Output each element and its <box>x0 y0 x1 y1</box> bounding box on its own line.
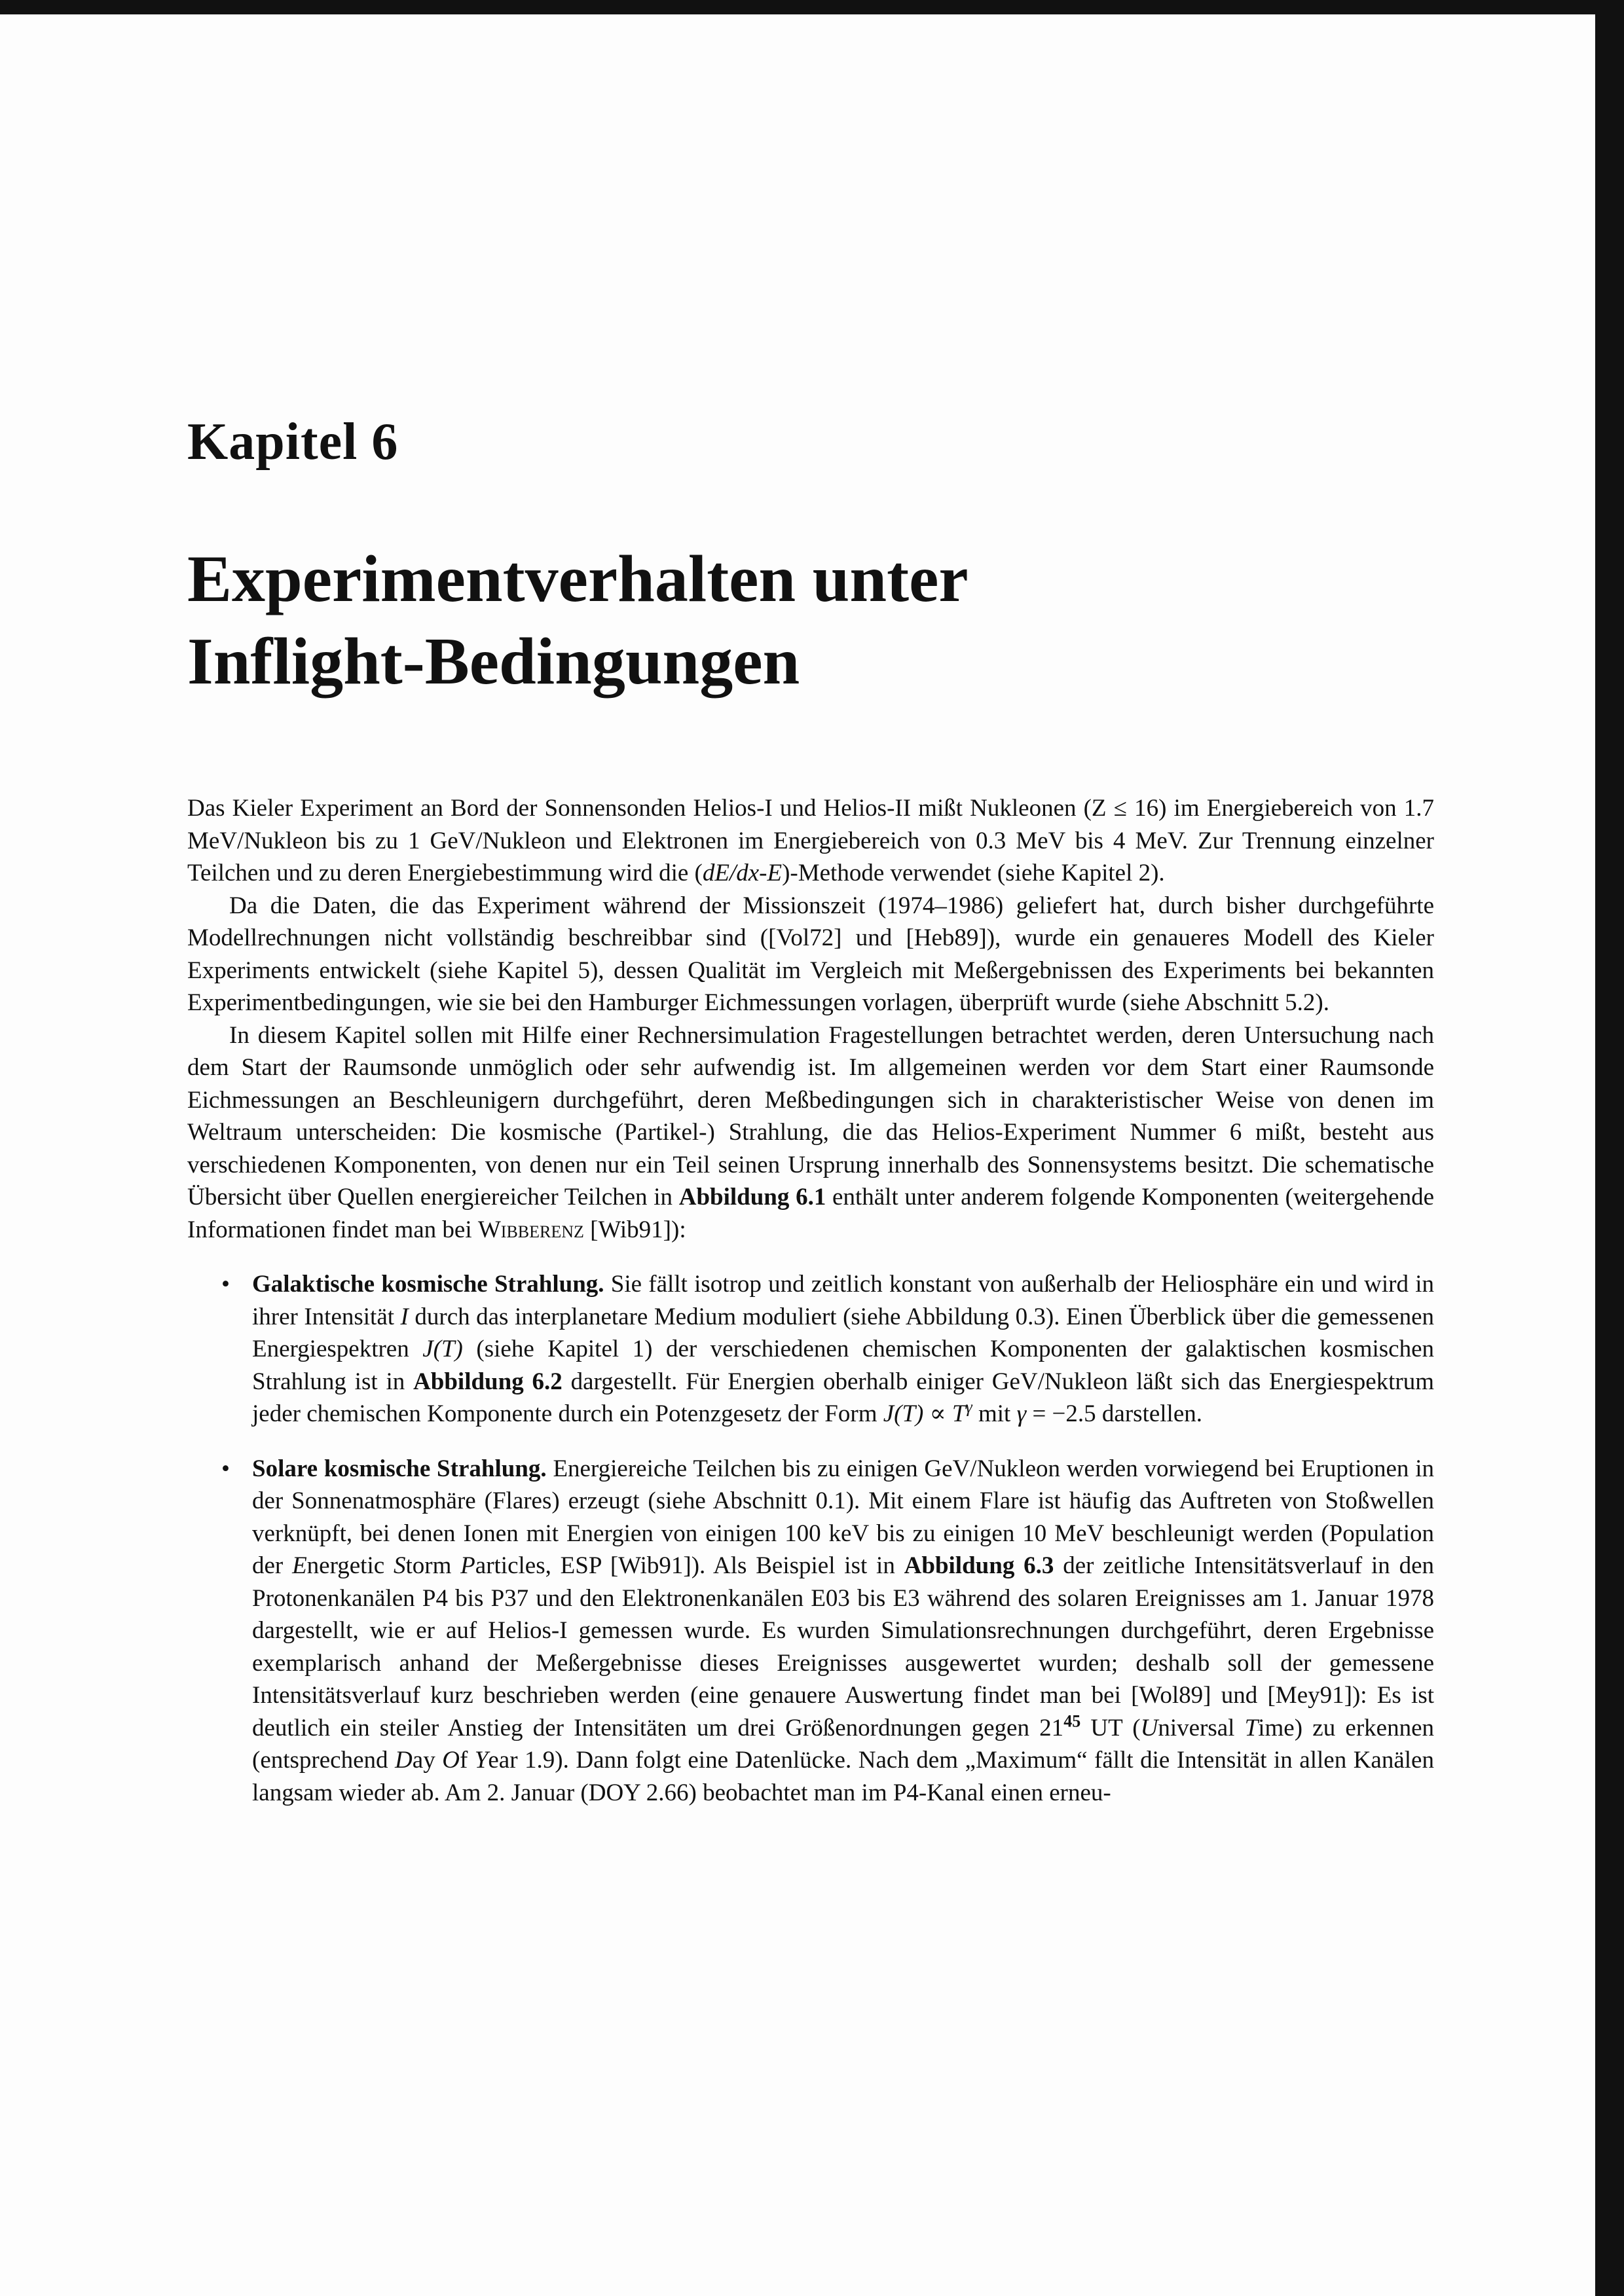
body-text <box>187 792 1434 1831</box>
text-run: Abbildung 6.2 <box>413 1368 563 1395</box>
scan-border-right <box>1595 0 1624 2296</box>
text-run: der zeitliche Intensitätsverlauf in den Protonenkanälen P4 bis P37 und den Elektronenkanälen E03 bis E3 während des solaren Ereignisses am 1. Januar 1978 dargestellt, wie er auf Helios-I gemessen wurde. Es wurden Simulationsrechnungen durchgeführt, deren Ergebnisse exemplarisch anhand der Meßergebnisse dieses Ereignisses ausgewertet wurden; deshalb soll der gemessene Intensitätsverlauf kurz beschrieben werden (eine genauere Auswertung findet man bei [Wol89] und [Mey91]): Es ist deutlich ein steiler Anstieg der Intensitäten um drei Größenordnungen gegen 21 <box>252 1552 1435 1741</box>
paragraphs <box>187 792 1434 1246</box>
scan-border-top <box>0 0 1624 14</box>
text-run: mit <box>972 1400 1017 1427</box>
bullet-item <box>187 1268 1434 1430</box>
text-run: niversal <box>1158 1714 1245 1741</box>
bullet-list <box>187 1268 1434 1809</box>
text-run: T <box>1244 1714 1259 1741</box>
chapter-title <box>187 538 1431 703</box>
text-run: [Wib91]): <box>583 1216 686 1243</box>
text-run: dargestellt. Für Energien oberhalb einiger GeV/Nukleon läßt sich das Energiespektrum jeder chemischen Komponente durch ein Potenzgesetz der Form <box>252 1368 1435 1427</box>
text-run: E <box>292 1552 307 1579</box>
text-run: S <box>393 1552 406 1579</box>
text-run: Abbildung 6.1 <box>678 1184 826 1211</box>
text-run: D <box>395 1747 413 1774</box>
text-run: UT ( <box>1080 1714 1141 1741</box>
text-run: Abbildung 6.3 <box>904 1552 1054 1579</box>
text-run: Da die Daten, die das Experiment während der Missionszeit (1974–1986) geliefert hat, durch bisher durchgeführte Modellrechnungen nicht vollständig beschreibbar sind ([Vol72] und [Heb89]), wurde ein genaueres Modell des Kieler Experiments entwickelt (siehe Kapitel 5), dessen Qualität im Vergleich mit Meßergebnissen des Experiments bei bekannten Experimentbedingungen, wie sie bei den Hamburger Eichmessungen vorlagen, überprüft wurde (siehe Abschnitt 5.2). <box>187 892 1434 1016</box>
text-run: torm <box>405 1552 461 1579</box>
text-run: durch das interplanetare Medium moduliert (siehe Abbildung 0.3). Einen Überblick über die gemessenen Energiespektren <box>252 1303 1434 1362</box>
text-run: U <box>1140 1714 1158 1741</box>
text-run: nergetic <box>306 1552 394 1579</box>
bullet-item <box>187 1453 1434 1810</box>
text-run: I <box>400 1303 409 1330</box>
text-run: Y <box>474 1747 489 1774</box>
text-run: J(T) ∝ T <box>883 1400 966 1427</box>
text-run: In diesem Kapitel sollen mit Hilfe einer Rechnersimulation Fragestellungen betrachtet werden, deren Untersuchung nach dem Start der Raumsonde unmöglich oder sehr aufwendig ist. Im allgemeinen werden vor dem Start einer Raumsonde Eichmessungen an Beschleunigern durchgeführt, deren Meßbedingungen sich in charakteristischer Weise von denen im Weltraum unterscheiden: Die kosmische (Partikel-) Strahlung, die das Helios-Experiment Nummer 6 mißt, besteht aus verschiedenen Komponenten, von denen nur ein Teil seinen Ursprung innerhalb des Sonnensystems besitzt. Die schematische Übersicht über Quellen energiereicher Teilchen in <box>187 1021 1434 1211</box>
text-run: dE/dx-E <box>702 860 783 886</box>
paragraph <box>187 890 1434 1019</box>
text-run: 45 <box>1063 1711 1081 1731</box>
text-run: Energiereiche Teilchen bis zu einigen GeV/Nukleon werden vorwiegend bei Eruptionen in der Sonnenatmosphäre (Flares) erzeugt (siehe Abschnitt 0.1). Mit einem Flare ist häufig das Auftreten von Stoßwellen verknüpft, bei denen Ionen mit Energien von einigen 100 keV bis zu einigen 10 MeV beschleunigt werden (Population der <box>252 1455 1434 1579</box>
chapter-label: Kapitel 6 <box>187 413 399 471</box>
text-run: Galaktische kosmische Strahlung. <box>252 1271 604 1298</box>
text-run: Solare kosmische Strahlung. <box>252 1455 547 1482</box>
text-run: = −2.5 darstellen. <box>1026 1400 1202 1427</box>
text-run: enthält unter anderem folgende Komponenten (weitergehende Informationen findet man bei <box>187 1184 1435 1243</box>
page <box>0 14 1595 2296</box>
chapter-title-line-2: Inflight-Bedingungen <box>187 625 800 699</box>
chapter-title-line-1: Experimentverhalten unter <box>187 542 969 616</box>
text-run: Wibberenz <box>477 1216 584 1243</box>
text-run: ear 1.9). Dann folgt eine Datenlücke. Nach dem „Maximum“ fällt die Intensität in allen Kanälen langsam wieder ab. Am 2. Januar (DOY 2.66) beobachtet man im P4-Kanal einen erneu- <box>252 1747 1434 1806</box>
text-run: O <box>442 1747 460 1774</box>
text-run: ay <box>412 1747 443 1774</box>
text-run: Sie fällt isotrop und zeitlich konstant von außerhalb der Heliosphäre ein und wird in ihrer Intensität <box>252 1271 1434 1330</box>
text-run: P <box>460 1552 475 1579</box>
paragraph <box>187 1019 1434 1247</box>
text-run: γ <box>1016 1400 1027 1427</box>
text-run: Das Kieler Experiment an Bord der Sonnensonden Helios-I und Helios-II mißt Nukleonen (Z ≤ 16) im Energiebereich von 1.7 MeV/Nukleon bis zu 1 GeV/Nukleon und Elektronen im Energiebereich von 0.3 MeV bis 4 MeV. Zur Trennung einzelner Teilchen und zu deren Energiebestimmung wird die ( <box>187 795 1434 886</box>
text-run: ime) zu erkennen (entsprechend <box>252 1714 1434 1774</box>
bullet-marker: • <box>221 1455 230 1482</box>
paragraph <box>187 792 1434 890</box>
bullet-marker: • <box>221 1271 230 1298</box>
text-run: )-Methode verwendet (siehe Kapitel 2). <box>782 860 1165 886</box>
text-run: articles, ESP [Wib91]). Als Beispiel ist in <box>475 1552 904 1579</box>
text-run: (siehe Kapitel 1) der verschiedenen chemischen Komponenten der galaktischen kosmischen Strahlung ist in <box>252 1336 1434 1395</box>
text-run: f <box>459 1747 475 1774</box>
text-run: J(T) <box>422 1336 463 1362</box>
text-run: γ <box>965 1397 972 1417</box>
